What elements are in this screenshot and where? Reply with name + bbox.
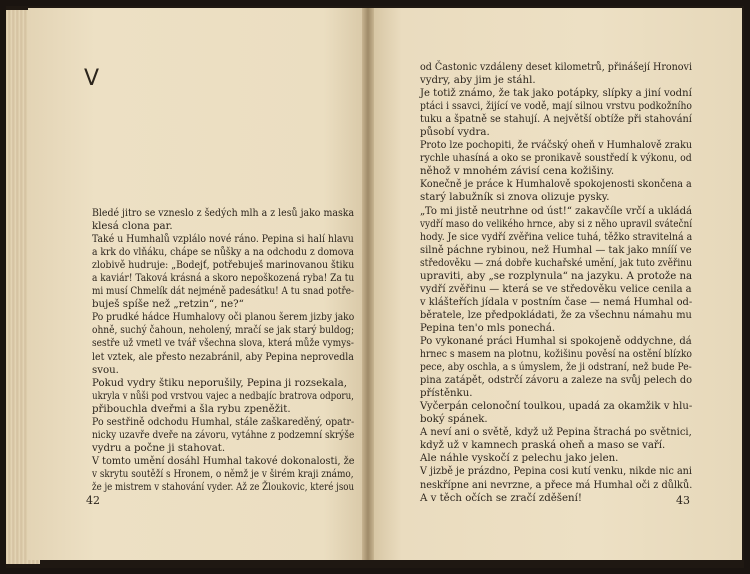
page-number-left: 42 xyxy=(86,494,100,507)
text-line: vydru a počne ji stahovat. xyxy=(92,442,226,454)
text-line: rychle uhasíná a oko se pronikavě soustředí k výkonu, od xyxy=(420,153,692,165)
text-line: Bledé jitro se vzneslo z šedých mlh a z lesů jako maska xyxy=(92,208,355,219)
text-line: Ale náhle vyskočí z pelechu jako jelen. xyxy=(420,453,619,465)
text-line: něhož v mnohém závisí cena kožišiny. xyxy=(420,166,615,178)
text-line: přibouchla dveřmi a šla rybu zpeněžit. xyxy=(92,403,291,415)
book-gutter xyxy=(362,8,374,560)
text-line: ohně, suchý čahoun, neholený, mračí se jak starý buldog; xyxy=(92,325,355,337)
text-line: hrnec s masem na plotnu, kožišinu pověsí na ostění blízko xyxy=(420,349,692,361)
chapter-numeral: V xyxy=(84,66,100,91)
text-line: starý labužník si znova olizuje pysky. xyxy=(420,192,610,204)
text-line: Také u Humhalů vzplálo nové ráno. Pepina si halí hlavu xyxy=(92,234,354,246)
text-line: vydří zvěřinu — která se ve středověku velice cenila a xyxy=(420,283,692,295)
text-line: středověku — zná dobře kuchařské umění, jak tuto zvěřinu xyxy=(420,257,693,269)
text-line: Po sestřině odchodu Humhal, stále zaškareděný, opatr- xyxy=(92,416,355,428)
text-line: když už v kamnech praská oheň a maso se vaří. xyxy=(420,440,666,452)
text-line: vydří maso do velikého hrnce, aby si z něho upravil sváteční xyxy=(420,218,693,230)
text-line: působí vydra. xyxy=(420,127,490,139)
text-line: neskřípne ani nevrzne, a přece má Humhal oči z důlků. xyxy=(420,479,693,491)
left-page-text xyxy=(92,207,354,494)
text-line: upraviti, aby „se rozplynula“ na jazyku. A protože na xyxy=(420,270,693,282)
text-line: Konečně je práce k Humhalově spokojenosti skončena a xyxy=(420,179,692,191)
text-line: že je mistrem v stahování vyder. Až ze Žloukovic, které jsou xyxy=(92,481,355,493)
text-line: boký spánek. xyxy=(420,414,488,426)
text-line: běratele, lze předpokládati, že za všechnu námahu mu xyxy=(420,309,692,321)
page-number-right: 43 xyxy=(676,494,690,507)
right-page-text xyxy=(420,61,692,505)
text-line: ptáci i ssavci, žijící ve vodě, mají silnou vrstvu podkožního xyxy=(420,101,692,113)
text-line: v skrytu soutěží s Hronem, o němž je v širém kraji známo, xyxy=(92,468,354,480)
text-line: Pokud vydry štiku neporušily, Pepina ji rozsekala, xyxy=(92,377,347,389)
text-line: Vyčerpán celonoční toulkou, upadá za okamžik v hlu- xyxy=(420,401,693,413)
text-line: Proto lze pochopiti, že rváčský oheň v Humhalově zraku xyxy=(420,140,693,152)
text-line: Je totiž známo, že tak jako potápky, slípky a jiní vodní xyxy=(420,88,692,100)
text-line: nicky uzavře dveře na závoru, vytáhne z podzemní skrýše xyxy=(92,429,355,441)
text-line: Pepina ten'o mls ponechá. xyxy=(420,322,556,334)
text-line: Po prudké hádce Humhalovy oči planou šerem jizby jako xyxy=(92,312,355,324)
text-line: přístěnku. xyxy=(420,388,473,400)
text-line: silně páchne rybinou, než Humhal — tak jako mnííí ve xyxy=(420,244,692,256)
text-line: a krk do vlňáku, chápe se nůšky a na odchodu z domova xyxy=(92,247,354,259)
text-line: A neví ani o světě, když už Pepina štrachá po světnici, xyxy=(420,427,692,439)
text-line: vydry, aby jim je stáhl. xyxy=(420,75,536,87)
text-line: pina zatápět, odstrčí závoru a zaleze na svůj pelech do xyxy=(420,375,693,387)
text-line: A v těch očích se zračí zděšení! xyxy=(420,492,582,504)
text-line: Po vykonané práci Humhal si spokojeně oddychne, dá xyxy=(420,335,692,347)
text-line: sestře už vmetl ve tvář všechna slova, která může vymys- xyxy=(92,338,354,350)
text-line: buješ spíše než „retzin“, ne?“ xyxy=(92,299,244,311)
text-line: svou. xyxy=(92,364,119,376)
text-line: od Častonic vzdáleny deset kilometrů, přinášejí Hronovi xyxy=(420,62,693,73)
text-line: v klášteřích jídala v postním čase — nemá Humhal od- xyxy=(420,296,693,308)
text-line: a kaviár! Taková krásná a skoro nepoškozená ryba! Za tu xyxy=(92,273,355,285)
text-line: zlobivě hudruje: „Bodejť, potřebuješ marinovanou štiku xyxy=(92,260,355,272)
text-line: pece, aby oschla, a s úmyslem, že ji odstraní, než bude Pe- xyxy=(420,362,692,374)
text-line: V tomto umění dosáhl Humhal takové dokonalosti, že xyxy=(92,455,355,467)
text-line: „To mi jistě neutrhne od úst!“ zakavčíle vrčí a ukládá xyxy=(420,205,693,217)
text-line: V jizbě je prázdno, Pepina cosi kutí venku, nikde nic ani xyxy=(420,466,692,478)
text-line: klesá clona par. xyxy=(92,221,173,233)
text-line: hody. Je sice vydří zvěřina velice tuhá, těžko stravitelná a xyxy=(420,231,693,243)
text-line: let vztek, ale přesto nezabránil, aby Pepina neprovedla xyxy=(92,351,354,363)
text-line: mi musí Chmelík dát nejméně padesátku! A tu snad potře- xyxy=(92,286,354,298)
text-line: ukryla v nůši pod vrstvou vajec a nedbajíc bratrova odporu, xyxy=(92,390,354,402)
text-line: tuku a špatně se stahují. A největší obtíže při stahování xyxy=(420,114,692,126)
